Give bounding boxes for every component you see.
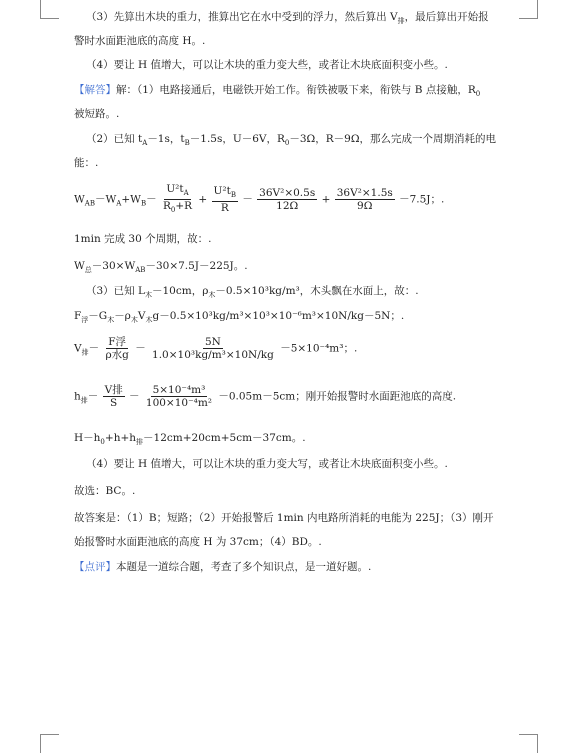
fraction: $\frac{\text{36V²×1.5s}}{9\Omega}$ xyxy=(336,187,393,213)
fraction: $\frac{\text{V排}}{S}$ xyxy=(104,384,123,409)
equation-wab: $W_{AB}-W_A+W_B-$ $\frac{U^2t_A}{R_0+R}$ + $\frac{U^2t_B}{R}$ － $\frac{\text{36V²×0.5s}}{12\Omega}$ + $\frac{\text{36V²×1.5s}}{9\Omega}$ －7.5J；. xyxy=(74,183,445,215)
fraction: $\frac{U^2t_A}{R_0+R}$ xyxy=(162,183,193,215)
crop-mark-bottom-right xyxy=(519,734,538,753)
crop-mark-top-left xyxy=(40,0,59,19)
fraction: $\frac{\text{F浮}}{\text{ρ水g}}$ xyxy=(105,336,129,361)
text-line-10: $W_总-30\times W_{AB}-30\times 7.5J-225J$。. xyxy=(74,260,248,275)
equation-v-displaced: $V_排-$ $\frac{\text{F浮}}{\text{ρ水g}}$ － $\frac{5N}{\text{1.0×10³kg/m³×10N/kg}}$ －5×10⁻⁴m³；. xyxy=(74,336,358,361)
text-line-16: （4）要让 H 值增大，可以让木块的重力变大写，或者让木块底面积变小些。. xyxy=(86,458,448,470)
text-line-7: 能：. xyxy=(74,157,99,169)
text-line-comment: 【点评】本题是一道综合题，考查了多个知识点，是一道好题。. xyxy=(74,561,372,573)
text-line-2: 警时水面距池底的高度 H。. xyxy=(74,35,206,47)
fraction: $\frac{\text{36V²×0.5s}}{12\Omega}$ xyxy=(259,187,316,213)
text-line-6: （2）已知 $t_A-1s$，$t_B-1.5s$，U－6V，$R_0-3\Omega$，R－9Ω，那么完成一个周期消耗的电 xyxy=(86,133,497,148)
comment-tag: 【点评】 xyxy=(74,561,116,573)
text-line-11: （3）已知 $L_木-10cm$，$\rho_木-0.5\times 10^3kg/m^3$，木头飘在水面上，故：. xyxy=(86,285,419,300)
text-line-18: 故答案是：（1）B；短路；（2）开始报警后 1min 内电路所消耗的电能为 225J；（3）刚开 xyxy=(74,512,494,524)
text-line-17: 故选：BC。. xyxy=(74,485,136,497)
fraction: $\frac{5N}{\text{1.0×10³kg/m³×10N/kg}}$ xyxy=(152,336,274,361)
text-line-12: $F_浮-G_木-\rho_木V_木g-0.5\times 10^3kg/m^3\times 10^3\times 10^{-6}m^3\times 10N/kg-5N$；. xyxy=(74,310,405,325)
text-line-3: （4）要让 H 值增大，可以让木块的重力变大些，或者让木块底面积变小些。. xyxy=(86,59,448,71)
fraction: $\frac{\text{5×10⁻⁴m³}}{\text{100×10⁻⁴m²}}$ xyxy=(145,384,213,409)
crop-mark-bottom-left xyxy=(40,734,59,753)
text-line-1: （3）先算出木块的重力，推算出它在水中受到的浮力，然后算出 $V_排$，最后算出开始报 xyxy=(86,11,489,26)
text-line-9: 1min 完成 30 个周期，故：. xyxy=(74,233,212,245)
answer-tag: 【解答】 xyxy=(74,84,116,96)
text-line-15: $H-h_0+h+h_排-12cm+20cm+5cm-37cm$。. xyxy=(74,432,306,447)
text-line-19: 始报警时水面距池底的高度 H 为 37cm；（4）BD。. xyxy=(74,536,322,548)
fraction: $\frac{U^2t_B}{R}$ xyxy=(213,185,236,215)
equation-h-displaced: $h_排-$ $\frac{\text{V排}}{S}$ － $\frac{\text{5×10⁻⁴m³}}{\text{100×10⁻⁴m²}}$ －0.05m－5cm；刚开始报警时水面距池底的高度. xyxy=(74,384,457,409)
crop-mark-top-right xyxy=(519,0,538,19)
text-line-5: 被短路。. xyxy=(74,108,120,120)
text-line-answer-start: 【解答】解：（1）电路接通后，电磁铁开始工作。衔铁被吸下来，衔铁与 B 点接触，$R_0$ xyxy=(74,84,481,99)
